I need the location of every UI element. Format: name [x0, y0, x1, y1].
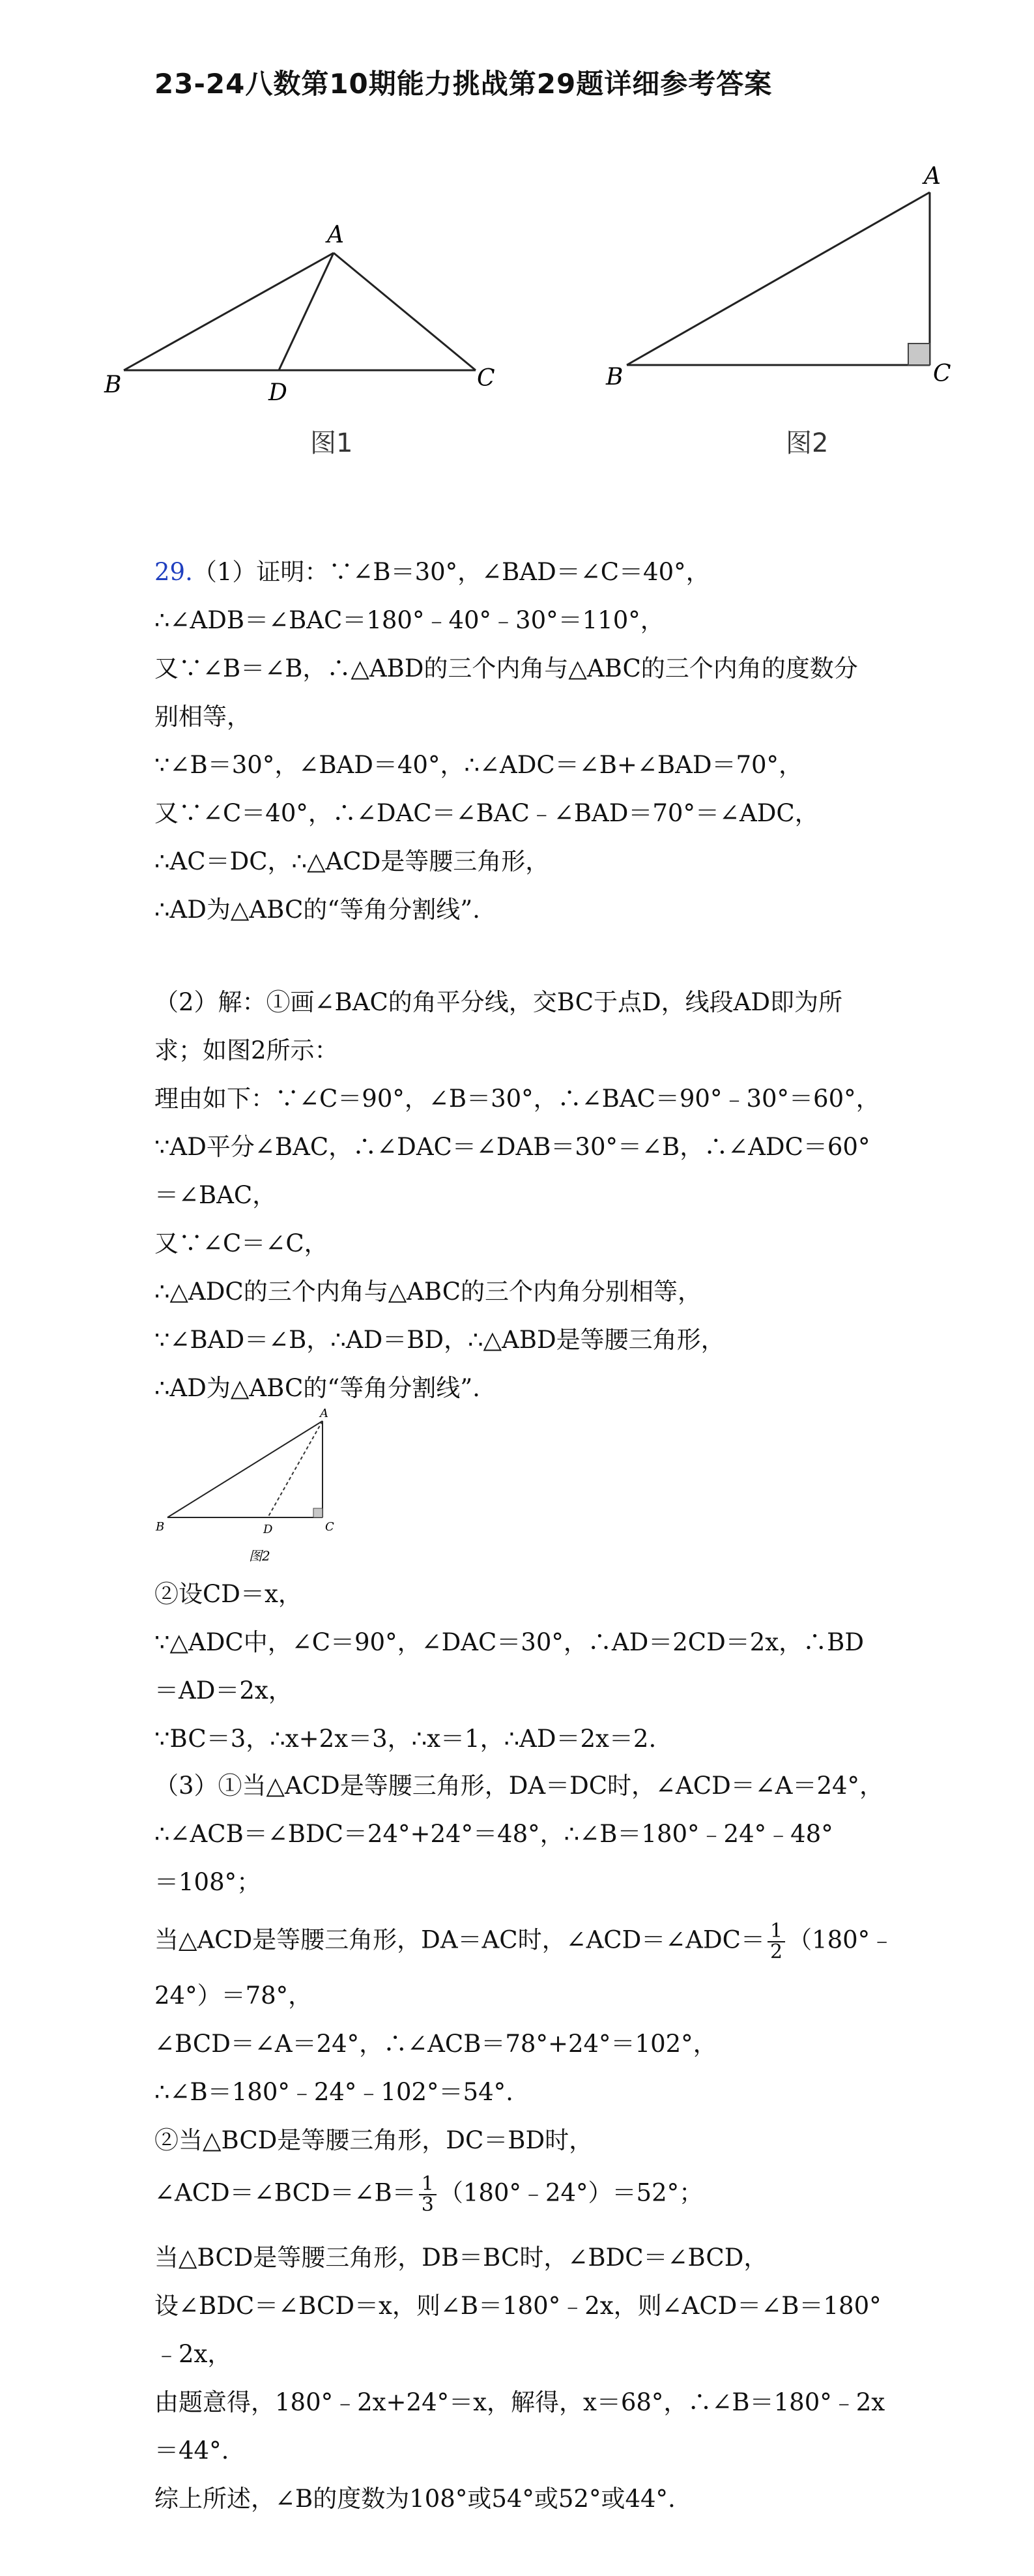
- figure-2-small: [154, 1407, 350, 1572]
- vertex-label-d: D: [268, 379, 287, 406]
- solution-line: ∴∠ACB＝∠BDC＝24°+24°＝48°，∴∠B＝180°﹣24°﹣48°: [154, 1820, 833, 1848]
- solution-line: ＝AD＝2x，: [154, 1676, 293, 1705]
- vertex-label-a: A: [327, 222, 344, 248]
- figure-1: [98, 215, 502, 463]
- solution-line: 当△ACD是等腰三角形，DA＝AC时，∠ACD＝∠ADC＝ $\frac{1}{2}$ （180°﹣: [154, 1920, 895, 1963]
- vertex-label-b: B: [104, 372, 122, 398]
- solution-line: ∠ACD＝∠BCD＝∠B＝ $\frac{1}{3}$ （180°﹣24°）＝52°；: [154, 2173, 704, 2216]
- figure-1-caption: 图1: [310, 428, 353, 458]
- fraction-one-half: $\frac{1}{2}$: [768, 1922, 785, 1962]
- vertex-label-b: B: [606, 364, 624, 390]
- vertex-label-a: A: [320, 1407, 328, 1420]
- solution-line: ∴△ADC的三个内角与△ABC的三个内角分别相等，: [154, 1278, 702, 1306]
- solution-line: 理由如下：∵∠C＝90°，∠B＝30°，∴∠BAC＝90°﹣30°＝60°，: [154, 1085, 880, 1113]
- solution-line: （2）解：①画∠BAC的角平分线，交BC于点D，线段AD即为所: [154, 988, 842, 1016]
- vertex-label-c: C: [933, 360, 951, 387]
- solution-line: 又∵∠C＝40°，∴∠DAC＝∠BAC﹣∠BAD＝70°＝∠ADC，: [154, 799, 819, 827]
- solution-line: 又∵∠C＝∠C，: [154, 1229, 328, 1257]
- solution-line: 又∵∠B＝∠B，∴△ABD的三个内角与△ABC的三个内角的度数分: [154, 654, 858, 682]
- vertex-label-b: B: [156, 1520, 165, 1534]
- vertex-label-c: C: [325, 1520, 334, 1534]
- figure-2-caption: 图2: [786, 428, 829, 458]
- solution-line: 当△BCD是等腰三角形，DB＝BC时，∠BDC＝∠BCD，: [154, 2244, 768, 2272]
- solution-line: 别相等，: [154, 703, 251, 731]
- solution-line: ∵∠BAD＝∠B，∴AD＝BD，∴△ABD是等腰三角形，: [154, 1326, 725, 1354]
- solution-line: ∵△ADC中，∠C＝90°，∠DAC＝30°，∴AD＝2CD＝2x，∴BD: [154, 1628, 865, 1656]
- solution-line: 29.（1）证明：∵∠B＝30°，∠BAD＝∠C＝40°，: [154, 558, 710, 586]
- question-number: 29.: [154, 558, 193, 586]
- solution-line: 设∠BDC＝∠BCD＝x，则∠B＝180°﹣2x，则∠ACD＝∠B＝180°: [154, 2292, 882, 2320]
- vertex-label-a: A: [924, 163, 941, 190]
- solution-line: ②当△BCD是等腰三角形，DC＝BD时，: [154, 2126, 594, 2154]
- solution-line: ∠BCD＝∠A＝24°，∴∠ACB＝78°+24°＝102°，: [154, 2030, 717, 2058]
- solution-line: ∵AD平分∠BAC，∴∠DAC＝∠DAB＝30°＝∠B，∴∠ADC＝60°: [154, 1133, 870, 1161]
- solution-line: ＝44°.: [154, 2437, 229, 2465]
- figure-caption: 图2: [249, 1548, 270, 1564]
- solution-line: ∴∠B＝180°﹣24°﹣102°＝54°.: [154, 2078, 513, 2106]
- solution-line: ＝108°；: [154, 1868, 261, 1896]
- solution-line: ∴AD为△ABC的“等角分割线”.: [154, 1374, 480, 1402]
- page-title: 23-24八数第10期能力挑战第29题详细参考答案: [154, 68, 773, 100]
- vertex-label-d: D: [263, 1523, 273, 1536]
- solution-line: ﹣2x，: [154, 2340, 232, 2368]
- vertex-label-c: C: [477, 365, 495, 392]
- solution-line: ∵BC＝3，∴x+2x＝3，∴x＝1，∴AD＝2x＝2.: [154, 1725, 657, 1753]
- fraction-one-third: $\frac{1}{3}$: [419, 2174, 437, 2215]
- solution-line: 求；如图2所示：: [154, 1036, 339, 1064]
- solution-line: 24°）＝78°，: [154, 1982, 313, 2010]
- solution-line: ∴AD为△ABC的“等角分割线”.: [154, 896, 480, 924]
- solution-line: 综上所述，∠B的度数为108°或54°或52°或44°.: [154, 2485, 676, 2513]
- solution-line: ②设CD＝x，: [154, 1580, 302, 1608]
- solution-line: ∵∠B＝30°，∠BAD＝40°，∴∠ADC＝∠B+∠BAD＝70°，: [154, 751, 803, 779]
- solution-line: ∴AC＝DC，∴△ACD是等腰三角形，: [154, 847, 550, 875]
- solution-line: 由题意得，180°﹣2x+24°＝x，解得，x＝68°，∴∠B＝180°﹣2x: [154, 2388, 885, 2416]
- solution-line: ∴∠ADB＝∠BAC＝180°﹣40°﹣30°＝110°，: [154, 606, 665, 634]
- solution-line: （3）①当△ACD是等腰三角形，DA＝DC时，∠ACD＝∠A＝24°，: [154, 1772, 884, 1800]
- solution-line: ＝∠BAC，: [154, 1181, 277, 1209]
- figure-2: [586, 156, 977, 430]
